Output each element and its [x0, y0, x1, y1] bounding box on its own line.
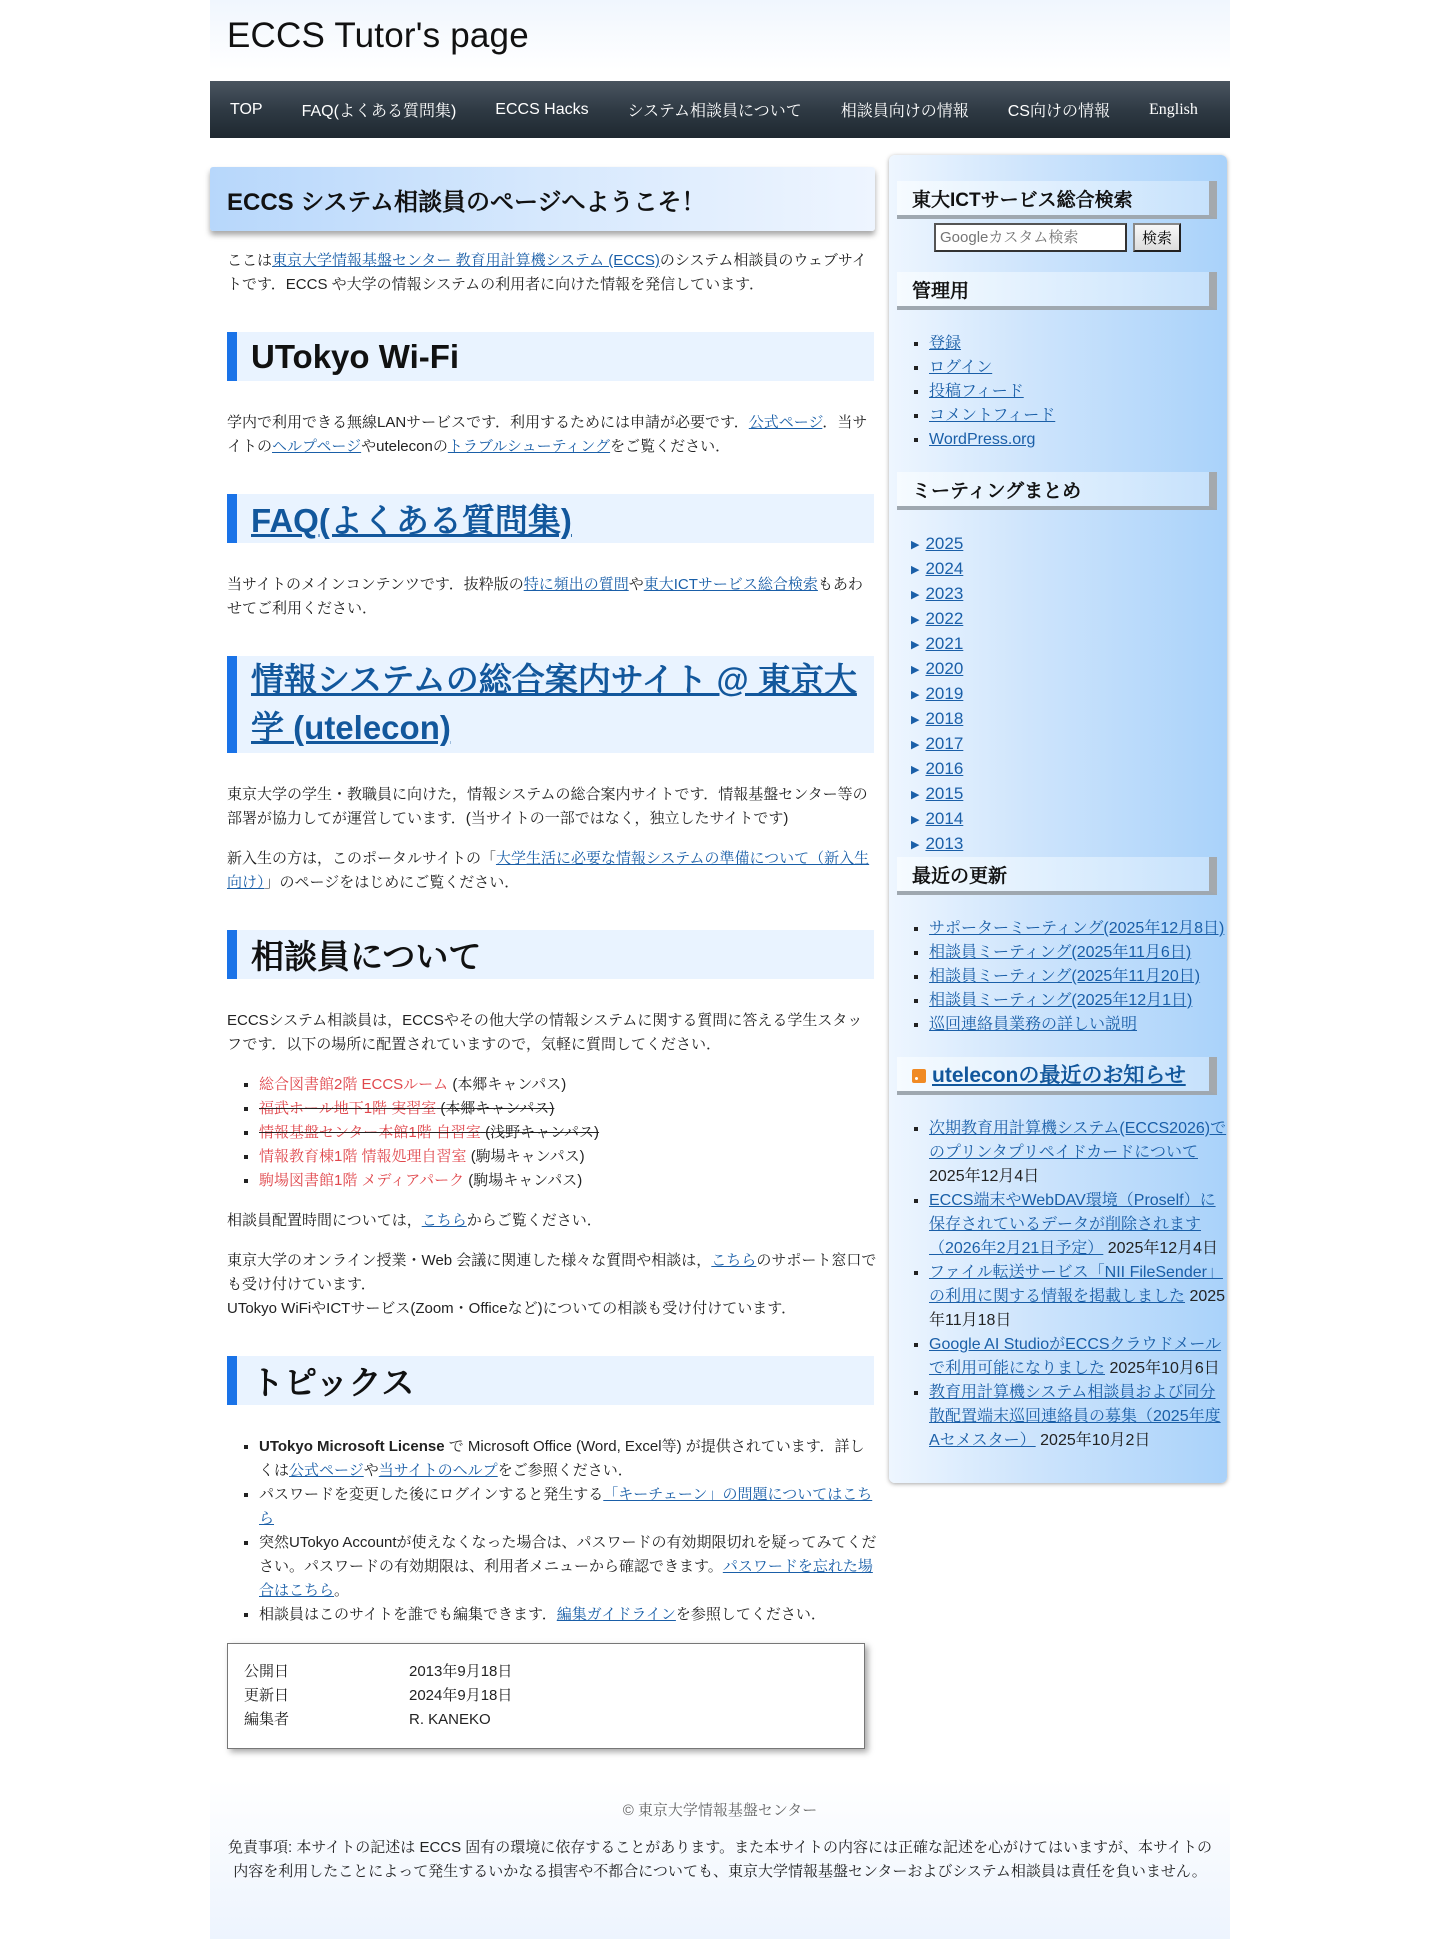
location-list [227, 1073, 875, 1193]
search-form [889, 223, 1227, 252]
intro-text: ここは [227, 252, 273, 269]
location-item [259, 1145, 875, 1169]
tutors-paragraph: ECCSシステム相談員は，ECCSやその他大学の情報システムに関する質問に答える学生スタッフです．以下の場所に配置されていますので，気軽に質問してください． [227, 1012, 863, 1053]
recent-update-link[interactable]: 相談員ミーティング(2025年12月1日) [929, 992, 1193, 1009]
site-title: ECCS Tutor's page [227, 16, 529, 55]
nav-cs-info[interactable]: CS向けの情報 [1007, 103, 1110, 120]
text: を参照してください． [675, 1606, 826, 1623]
copyright: © 東京大学情報基盤センター [622, 1802, 818, 1819]
wifi-troubleshooting-link[interactable]: トラブルシューティング [447, 438, 611, 455]
disclaimer: 免責事項: 本サイトの記述は ECCS 固有の環境に依存することがあります。また本サイトの内容には正確な記述を心がけてはいますが、本サイトの内容を利用したことによって発生するいかなる損害や不都合についても、東京大学情報基盤センターおよびシステム相談員は責任を負いません。 [227, 1839, 1212, 1880]
location-item [259, 1097, 875, 1121]
main-nav [210, 81, 1230, 138]
topic-item [259, 1531, 877, 1603]
wifi-help-link[interactable]: ヘルプページ [272, 438, 362, 455]
recent-update-link[interactable]: 相談員ミーティング(2025年11月6日) [929, 944, 1192, 961]
hours-paragraph [227, 1209, 877, 1233]
text: UTokyo Microsoft License [259, 1438, 445, 1455]
nav-faq[interactable]: FAQ(よくある質問集) [301, 103, 457, 120]
ict-search-link[interactable]: 東大ICTサービス総合検索 [643, 576, 818, 593]
year-link[interactable]: 2022 [925, 609, 964, 628]
ms-help-link[interactable]: 当サイトのヘルプ [378, 1462, 498, 1479]
login-link[interactable]: ログイン [929, 359, 993, 376]
recent-update-link[interactable]: 相談員ミーティング(2025年11月20日) [929, 968, 1201, 985]
section-heading-utelecon [227, 656, 874, 753]
year-link[interactable]: 2024 [925, 559, 964, 578]
text: のサポート窓口でも受け付けています． [227, 1252, 877, 1293]
intro-paragraph [227, 249, 877, 297]
text: もあわせてご利用ください． [227, 576, 863, 617]
meetings-widget-title: ミーティングまとめ [912, 480, 1082, 502]
nav-about-tutors[interactable]: システム相談員について [627, 103, 802, 120]
year-link[interactable]: 2014 [925, 809, 964, 828]
location-place: 総合図書館2階 ECCSルーム [259, 1076, 449, 1093]
news-item [929, 1117, 1227, 1189]
location-place: 福武ホール地下1階 実習室 [259, 1100, 437, 1117]
keychain-link[interactable]: 「キーチェーン」の問題についてはこちら [259, 1486, 873, 1527]
text: 新入生の方は，このポータルサイトの「 [227, 850, 496, 867]
year-link[interactable]: 2015 [925, 784, 964, 803]
sidebar-heading-recent [897, 857, 1217, 895]
year-link[interactable]: 2019 [925, 684, 964, 703]
meeting-years-list [889, 532, 1227, 857]
year-link[interactable]: 2023 [925, 584, 964, 603]
admin-widget-title: 管理用 [912, 280, 970, 302]
recent-update-link[interactable]: 巡回連絡員業務の詳しい説明 [929, 1016, 1138, 1033]
intro-text-2: のシステム相談員のウェブサイトです．ECCS や大学の情報システムの利用者に向けた情報を発信しています． [227, 252, 867, 293]
news-link[interactable]: 次期教育用計算機システム(ECCS2026)でのプリンタプリペイドカードについて [929, 1120, 1227, 1161]
recent-widget-title: 最近の更新 [912, 865, 1008, 887]
welcome-title: ECCS システム相談員のページへようこそ！ [227, 188, 706, 216]
news-date: 2025年10月6日 [1109, 1360, 1220, 1377]
meta-label: 編集者 [244, 1711, 290, 1728]
faq-paragraph [227, 573, 877, 621]
topic-item [259, 1435, 877, 1483]
footer [210, 1799, 1230, 1884]
text: 。 [334, 1582, 350, 1599]
topic-item [259, 1603, 877, 1627]
meta-value: R. KANEKO [409, 1711, 491, 1728]
year-link[interactable]: 2025 [925, 534, 964, 553]
news-list [889, 1117, 1227, 1453]
page [210, 0, 1230, 1939]
admin-list [889, 332, 1227, 452]
location-campus: (駒場キャンパス) [468, 1172, 583, 1189]
text: をご覧ください． [610, 438, 731, 455]
text: UTokyo WiFiやICTサービス(Zoom・Officeなど)についての相談も受け付けています． [227, 1300, 797, 1317]
text: 」のページをはじめにご覧ください． [264, 874, 520, 891]
text: 相談員配置時間については， [227, 1212, 422, 1229]
news-date: 2025年10月2日 [1040, 1432, 1151, 1449]
forgot-password-link[interactable]: パスワードを忘れた場合はこちら [259, 1558, 873, 1599]
welcome-banner [210, 167, 875, 231]
section-heading-faq [227, 494, 874, 543]
year-link[interactable]: 2021 [925, 634, 964, 653]
news-link[interactable]: Google AI StudioがECCSクラウドメールで利用可能になりました [929, 1336, 1222, 1377]
freshmen-guide-link[interactable]: 大学生活に必要な情報システムの準備について（新入生向け） [227, 850, 870, 891]
search-widget-title: 東大ICTサービス総合検索 [912, 189, 1133, 211]
recent-updates-list [889, 917, 1227, 1037]
news-item [929, 1261, 1227, 1333]
news-date: 2025年11月18日 [929, 1288, 1226, 1329]
year-link[interactable]: 2020 [925, 659, 964, 678]
text: やuteleconの [361, 438, 448, 455]
text: をご参照ください． [497, 1462, 633, 1479]
meta-updated [244, 1684, 848, 1708]
year-link[interactable]: 2013 [925, 834, 964, 853]
wifi-official-link[interactable]: 公式ページ [748, 414, 823, 431]
register-link[interactable]: 登録 [929, 335, 962, 352]
text: ．当サイトの [227, 414, 868, 455]
sidebar-heading-search [897, 181, 1217, 219]
location-item [259, 1121, 875, 1145]
search-button[interactable]: 検索 [1133, 223, 1181, 252]
meta-value: 2013年9月18日 [409, 1663, 513, 1680]
sidebar-heading-news [897, 1057, 1217, 1095]
topic-item [259, 1483, 877, 1531]
location-place: 情報教育棟1階 情報処理自習室 [259, 1148, 467, 1165]
text: で Microsoft Office (Word, Excel等) が提供されています．詳しくは [259, 1438, 865, 1479]
news-date: 2025年12月4日 [1107, 1240, 1219, 1257]
freshmen-paragraph [227, 847, 877, 895]
meta-label: 更新日 [244, 1687, 290, 1704]
utelecon-news-title-link[interactable]: uteleconの最近のお知らせ [932, 1064, 1186, 1087]
topics-list [227, 1435, 877, 1627]
frequent-questions-link[interactable]: 特に頻出の質問 [523, 576, 629, 593]
text: や [628, 576, 644, 593]
wordpress-link[interactable]: WordPress.org [929, 431, 1036, 448]
sidebar-heading-admin [897, 272, 1217, 310]
text: 突然UTokyo Accountが使えなくなった場合は、パスワードの有効期限切れを疑ってみてください。パスワードの有効期限は、利用者メニューから確認できます。 [259, 1534, 877, 1575]
location-item [259, 1169, 875, 1193]
sidebar [889, 155, 1227, 1483]
news-link[interactable]: ECCS端末やWebDAV環境（Proself）に保存されているデータが削除されます（2026年2月21日予定） [929, 1192, 1216, 1257]
nav-tutor-info[interactable]: 相談員向けの情報 [840, 103, 969, 120]
location-place: 情報基盤センター本館1階 自習室 [259, 1124, 481, 1141]
meta-editor [244, 1708, 848, 1732]
location-campus: (本郷キャンパス) [440, 1100, 555, 1117]
section-heading-topics [227, 1356, 874, 1405]
topics-title: トピックス [251, 1364, 415, 1401]
location-item [259, 1073, 875, 1097]
news-link[interactable]: ファイル転送サービス「NII FileSender」 の利用に関する情報を掲載しました [929, 1264, 1223, 1305]
sidebar-heading-meetings [897, 472, 1217, 510]
text: パスワードを変更した後にログインすると発生する [259, 1486, 604, 1503]
nav-top[interactable]: TOP [230, 100, 263, 118]
news-item [929, 1189, 1227, 1261]
search-input[interactable] [934, 223, 1127, 252]
text: 相談員はこのサイトを誰でも編集できます． [259, 1606, 557, 1623]
year-link[interactable]: 2016 [925, 759, 964, 778]
site-header [210, 0, 1230, 81]
page-meta-box [227, 1643, 865, 1749]
recent-update-link[interactable]: サポーターミーティング(2025年12月8日) [929, 920, 1225, 937]
wifi-paragraph [227, 411, 877, 459]
location-campus: (駒場キャンパス) [470, 1148, 585, 1165]
nav-english[interactable]: English [1148, 100, 1198, 118]
online-support-paragraph [227, 1249, 877, 1321]
comments-feed-link[interactable]: コメントフィード [929, 407, 1056, 424]
eccs-link[interactable]: 東京大学情報基盤センター 教育用計算機システム (ECCS) [272, 252, 660, 269]
text: からご覧ください． [466, 1212, 602, 1229]
news-item [929, 1333, 1227, 1381]
faq-title-link[interactable]: FAQ(よくある質問集) [251, 502, 572, 539]
location-campus: (本郷キャンパス) [452, 1076, 567, 1093]
hours-link[interactable]: こちら [421, 1212, 467, 1229]
meta-value: 2024年9月18日 [409, 1687, 513, 1704]
text: や [363, 1462, 379, 1479]
main-content [210, 155, 875, 1749]
news-link[interactable]: 教育用計算機システム相談員および同分散配置端末巡回連絡員の募集（2025年度Aセメスター） [929, 1384, 1221, 1449]
text: 東京大学のオンライン授業・Web 会議に関連した様々な質問や相談は， [227, 1252, 712, 1269]
utelecon-paragraph: 東京大学の学生・教職員に向けた，情報システムの総合案内サイトです．情報基盤センター等の部署が協力してが運営しています．(当サイトの一部ではなく，独立したサイトです) [227, 786, 868, 827]
utelecon-title-link[interactable]: 情報システムの総合案内サイト @ 東京大学 (utelecon) [251, 661, 857, 746]
tutors-title: 相談員について [251, 938, 482, 975]
section-heading-wifi [227, 332, 874, 381]
text: 学内で利用できる無線LANサービスです．利用するためには申請が必要です． [227, 414, 749, 431]
location-place: 駒場図書館1階 メディアパーク [259, 1172, 465, 1189]
location-campus: (浅野キャンパス) [485, 1124, 600, 1141]
section-heading-tutors [227, 930, 874, 979]
meta-published [244, 1660, 848, 1684]
nav-eccs-hacks[interactable]: ECCS Hacks [495, 100, 589, 118]
news-date: 2025年12月4日 [929, 1168, 1040, 1185]
year-link[interactable]: 2017 [925, 734, 964, 753]
news-item [929, 1381, 1227, 1453]
edit-guideline-link[interactable]: 編集ガイドライン [556, 1606, 676, 1623]
rss-icon[interactable] [912, 1069, 926, 1083]
meta-label: 公開日 [244, 1663, 290, 1680]
year-link[interactable]: 2018 [925, 709, 964, 728]
ms-official-link[interactable]: 公式ページ [289, 1462, 364, 1479]
online-support-link[interactable]: こちら [711, 1252, 757, 1269]
wifi-title: UTokyo Wi-Fi [251, 337, 460, 375]
text: 当サイトのメインコンテンツです．抜粋版の [227, 576, 524, 593]
posts-feed-link[interactable]: 投稿フィード [929, 383, 1024, 400]
